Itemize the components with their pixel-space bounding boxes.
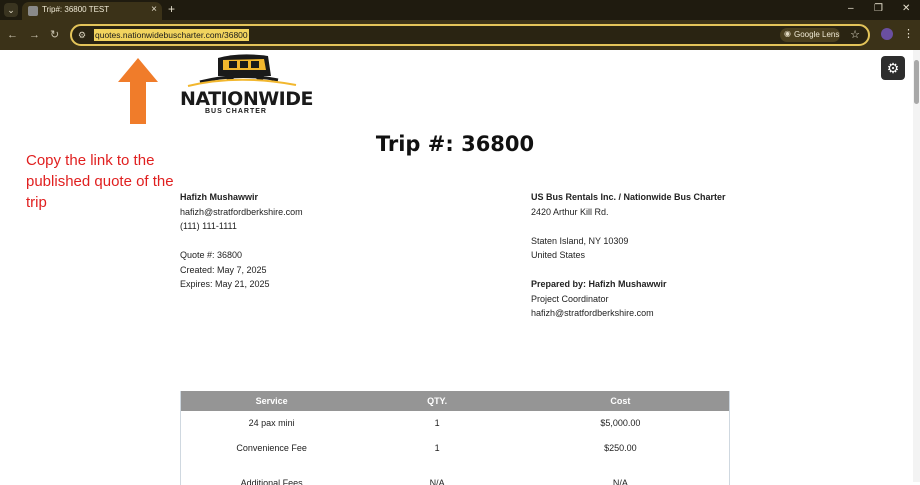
- favicon-icon: [28, 6, 38, 16]
- logo-wordmark: NATIONWIDE: [180, 88, 313, 110]
- forward-icon[interactable]: →: [29, 29, 40, 41]
- restore-icon[interactable]: ❐: [874, 3, 883, 14]
- expires-date: Expires: May 21, 2025: [180, 279, 270, 289]
- header-qty: QTY.: [427, 396, 448, 406]
- prepared-by: Prepared by: Hafizh Mushawwir: [531, 279, 667, 289]
- table-row: [181, 411, 729, 436]
- address-bar[interactable]: [70, 24, 870, 46]
- preparer-email: hafizh@stratfordberkshire.com: [531, 308, 654, 318]
- scrollbar[interactable]: [913, 50, 920, 482]
- customer-email: hafizh@stratfordberkshire.com: [180, 206, 303, 217]
- service-cell: Convenience Fee: [236, 443, 307, 453]
- cost-cell: N/A: [612, 478, 628, 485]
- table-header: [181, 391, 729, 411]
- profile-avatar[interactable]: [881, 28, 893, 40]
- up-arrow-annotation: [118, 58, 158, 126]
- google-lens-button[interactable]: [780, 28, 840, 42]
- customer-phone: (111) 111-1111: [180, 221, 237, 231]
- lens-icon: ◉: [784, 29, 791, 38]
- tab-search-icon[interactable]: ⌄: [4, 3, 18, 17]
- service-cell: Additional Fees: [240, 478, 303, 485]
- services-table: [180, 391, 730, 485]
- preparer-role: Project Coordinator: [531, 293, 609, 304]
- reload-icon[interactable]: ↻: [50, 29, 60, 41]
- page-title: Trip #: 36800: [375, 132, 535, 156]
- site-info-icon[interactable]: ⚙: [78, 30, 87, 40]
- service-cell: 24 pax mini: [248, 418, 295, 428]
- new-tab-icon[interactable]: +: [168, 2, 176, 16]
- company-city: Staten Island, NY 10309: [531, 235, 629, 246]
- company-address: 2420 Arthur Kill Rd.: [531, 206, 609, 217]
- header-cost: Cost: [610, 396, 631, 406]
- customer-info: [180, 190, 303, 292]
- back-icon[interactable]: ←: [7, 29, 18, 41]
- close-window-icon[interactable]: ✕: [902, 3, 911, 14]
- close-tab-icon[interactable]: ×: [151, 4, 157, 15]
- company-country: United States: [531, 250, 586, 260]
- tab-strip: [0, 0, 920, 20]
- customer-name: Hafizh Mushawwir: [180, 192, 259, 202]
- logo-subtitle: BUS CHARTER: [205, 108, 267, 115]
- annotation-text: Copy the link to the published quote of the trip: [26, 152, 174, 211]
- tab-title: Trip#: 36800 TEST: [42, 5, 110, 14]
- quote-number: Quote #: 36800: [180, 250, 243, 260]
- bookmark-star-icon[interactable]: ☆: [850, 29, 860, 41]
- table-row: [181, 436, 729, 461]
- qty-cell: 1: [434, 418, 440, 428]
- browser-toolbar: [0, 20, 920, 50]
- minimize-icon[interactable]: –: [848, 3, 854, 14]
- company-name: US Bus Rentals Inc. / Nationwide Bus Charter: [531, 192, 726, 202]
- created-date: Created: May 7, 2025: [180, 264, 267, 275]
- bus-logo-icon: [178, 52, 308, 92]
- scroll-thumb[interactable]: [914, 60, 919, 104]
- cost-cell: $5,000.00: [600, 418, 641, 428]
- active-tab[interactable]: [22, 2, 162, 20]
- hubspot-icon[interactable]: ⚙: [881, 56, 905, 80]
- cost-cell: $250.00: [604, 443, 637, 453]
- header-service: Service: [255, 396, 288, 406]
- company-logo: [178, 52, 313, 118]
- lens-label: Google Lens: [794, 30, 840, 39]
- qty-cell: 1: [434, 443, 440, 453]
- qty-cell: N/A: [429, 478, 445, 485]
- browser-menu-icon[interactable]: ⋮: [903, 28, 914, 40]
- url-text[interactable]: quotes.nationwidebuscharter.com/36800: [95, 30, 248, 40]
- table-row: [181, 461, 729, 485]
- company-info: [531, 190, 726, 321]
